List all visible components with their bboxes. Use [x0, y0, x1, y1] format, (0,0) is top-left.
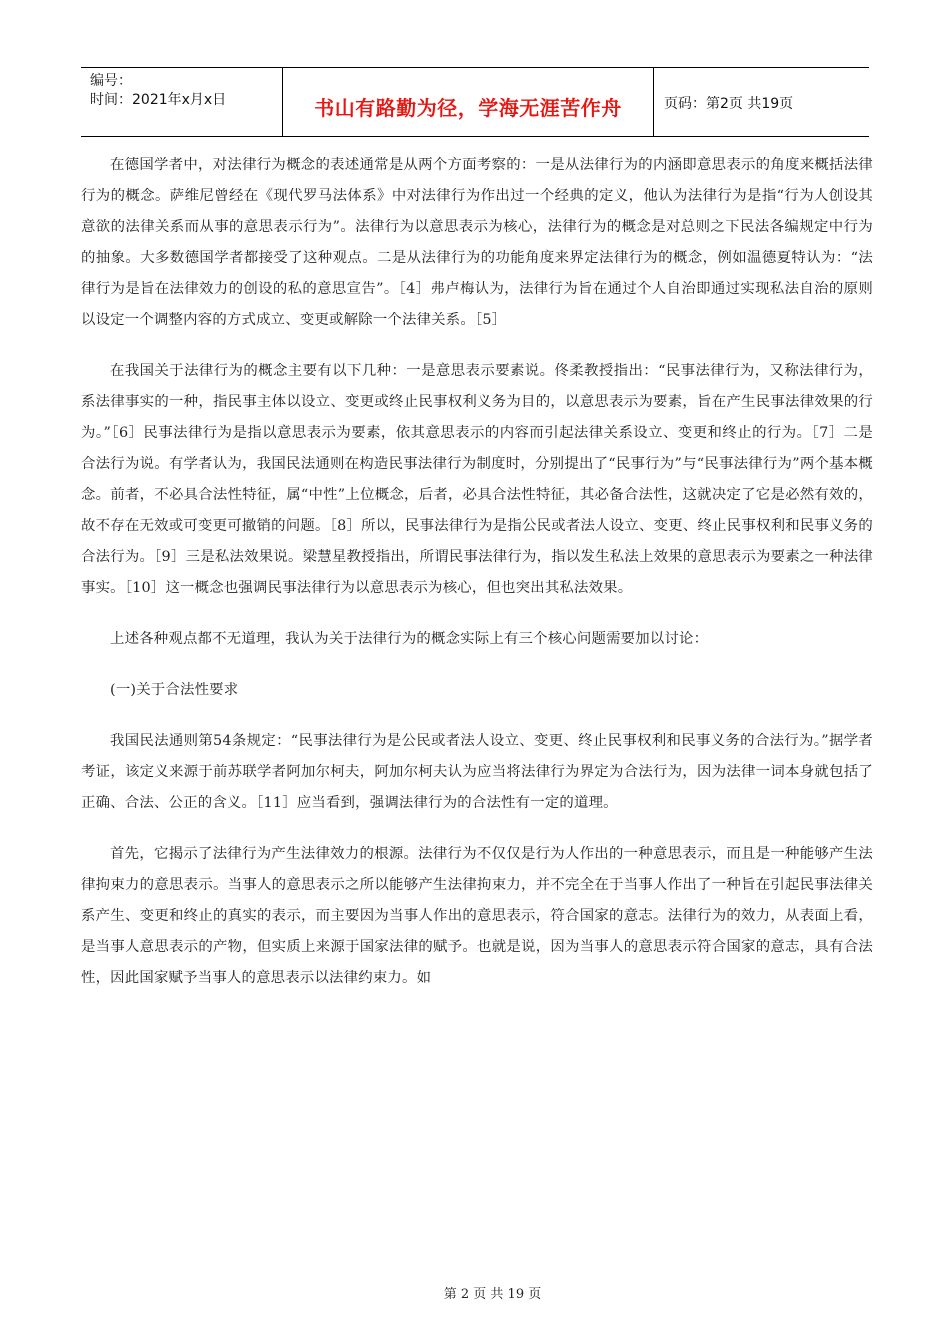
section-heading: (一)关于合法性要求 — [110, 682, 239, 698]
date-label: 时间：2021年x月x日 — [90, 92, 227, 108]
number-label: 编号： — [90, 73, 132, 89]
header-motto-cell — [283, 68, 654, 136]
paragraph: 在德国学者中，对法律行为概念的表述通常是从两个方面考察的：一是从法律行为的内涵即意思表示的角度来概括法律行为的概念。萨维尼曾经在《现代罗马法体系》中对法律行为作出过一个经典的定义，他认为法律行为是指“行为人创设其意欲的法律关系而从事的意思表示行为”。法律行为以意思表示为核心，法律行为的概念是对总则之下民法各编规定中行为的抽象。大多数德国学者都接受了这种观点。二是从法律行为的功能角度来界定法律行为的概念，例如温德夏特认为：“法律行为是旨在法律效力的创设的私的意思宣告”。［4］弗卢梅认为，法律行为旨在通过个人自治即通过实现私法自治的原则以设定一个调整内容的方式成立、变更或解除一个法律关系。［5］ — [81, 157, 873, 328]
header-page-cell — [654, 68, 869, 136]
motto: 书山有路勤为径，学海无涯苦作舟 — [314, 96, 622, 120]
paragraph: 上述各种观点都不无道理，我认为关于法律行为的概念实际上有三个核心问题需要加以讨论： — [110, 631, 709, 647]
page-footer: 第 2 页 共 19 页 — [443, 1287, 542, 1302]
paragraph: 我国民法通则第54条规定：“民事法律行为是公民或者法人设立、变更、终止民事权利和民事义务的合法行为。”据学者考证，该定义来源于前苏联学者阿加尔柯夫，阿加尔柯夫认为应当将法律行为界定为合法行为，因为法律一词本身就包括了正确、合法、公正的含义。［11］应当看到，强调法律行为的合法性有一定的道理。 — [81, 733, 873, 811]
header-meta-cell — [81, 68, 283, 136]
document-header — [81, 67, 869, 137]
paragraph: 在我国关于法律行为的概念主要有以下几种：一是意思表示要素说。佟柔教授指出：“民事法律行为，又称法律行为，系法律事实的一种，指民事主体以设立、变更或终止民事权利义务为目的，以意思表示为要素，旨在产生民事法律效果的行为。”［6］民事法律行为是指以意思表示为要素，依其意思表示的内容而引起法律关系设立、变更和终止的行为。［7］二是合法行为说。有学者认为，我国民法通则在构造民事法律行为制度时，分别提出了“民事行为”与“民事法律行为”两个基本概念。前者，不必具合法性特征，属“中性”上位概念，后者，必具合法性特征，其必备合法性，这就决定了它是必然有效的，故不存在无效或可变更可撤销的问题。［8］所以，民事法律行为是指公民或者法人设立、变更、终止民事权利和民事义务的合法行为。［9］三是私法效果说。梁慧星教授指出，所谓民事法律行为，指以发生私法上效果的意思表示为要素之一种法律事实。［10］这一概念也强调民事法律行为以意思表示为核心，但也突出其私法效果。 — [81, 363, 873, 596]
document-body — [81, 150, 873, 1014]
paragraph: 首先，它揭示了法律行为产生法律效力的根源。法律行为不仅仅是行为人作出的一种意思表示，而且是一种能够产生法律拘束力的意思表示。当事人的意思表示之所以能够产生法律拘束力，并不完全在于当事人作出了一种旨在引起民事法律关系产生、变更和终止的真实的表示，而主要因为当事人作出的意思表示，符合国家的意志。法律行为的效力，从表面上看，是当事人意思表示的产物，但实质上来源于国家法律的赋予。也就是说，因为当事人的意思表示符合国家的意志，具有合法性，因此国家赋予当事人的意思表示以法律约束力。如 — [81, 846, 873, 986]
page-code: 页码：第2页 共19页 — [664, 96, 794, 112]
